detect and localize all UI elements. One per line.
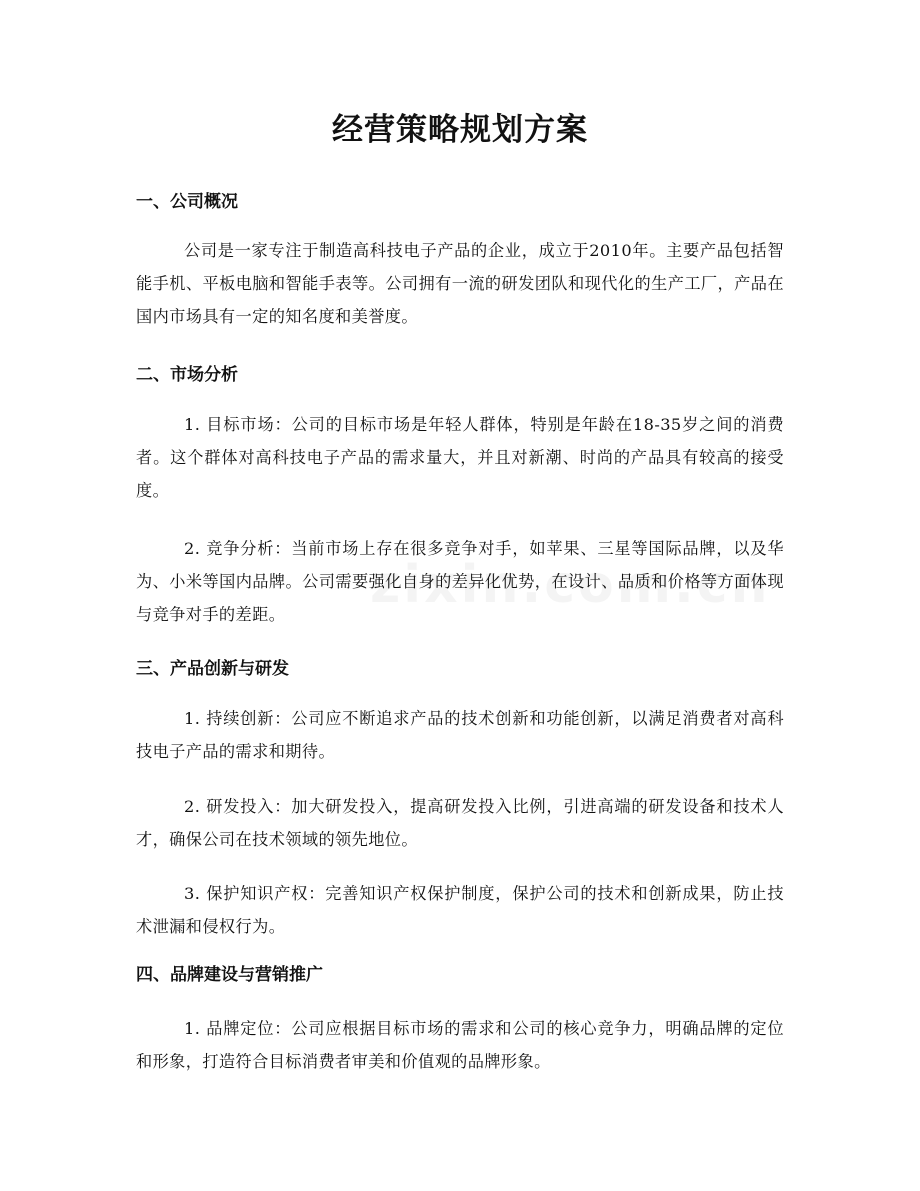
paragraph-continuous-innovation: 1. 持续创新：公司应不断追求产品的技术创新和功能创新，以满足消费者对高科技电子产品的需求和期待。 xyxy=(136,709,784,761)
section-heading-overview: 一、公司概况 xyxy=(136,192,238,212)
section-heading-market-analysis: 二、市场分析 xyxy=(136,365,238,385)
paragraph-ip-protection: 3. 保护知识产权：完善知识产权保护制度，保护公司的技术和创新成果，防止技术泄漏和侵权行为。 xyxy=(136,884,784,936)
section-heading-brand-marketing: 四、品牌建设与营销推广 xyxy=(136,965,323,985)
paragraph-competition-analysis: 2. 竞争分析：当前市场上存在很多竞争对手，如苹果、三星等国际品牌，以及华为、小米等国内品牌。公司需要强化自身的差异化优势，在设计、品质和价格等方面体现与竞争对手的差距。 xyxy=(136,539,784,624)
paragraph-brand-positioning: 1. 品牌定位：公司应根据目标市场的需求和公司的核心竞争力，明确品牌的定位和形象，打造符合目标消费者审美和价值观的品牌形象。 xyxy=(136,1019,784,1071)
paragraph-company-overview: 公司是一家专注于制造高科技电子产品的企业，成立于2010年。主要产品包括智能手机、平板电脑和智能手表等。公司拥有一流的研发团队和现代化的生产工厂，产品在国内市场具有一定的知名度和美誉度。 xyxy=(136,241,784,326)
document-page xyxy=(136,0,784,1191)
paragraph-target-market: 1. 目标市场：公司的目标市场是年轻人群体，特别是年龄在18-35岁之间的消费者。这个群体对高科技电子产品的需求量大，并且对新潮、时尚的产品具有较高的接受度。 xyxy=(136,415,784,500)
section-heading-innovation-rd: 三、产品创新与研发 xyxy=(136,659,289,679)
paragraph-rd-investment: 2. 研发投入：加大研发投入，提高研发投入比例，引进高端的研发设备和技术人才，确保公司在技术领域的领先地位。 xyxy=(136,797,784,849)
document-title: 经营策略规划方案 xyxy=(332,112,588,148)
